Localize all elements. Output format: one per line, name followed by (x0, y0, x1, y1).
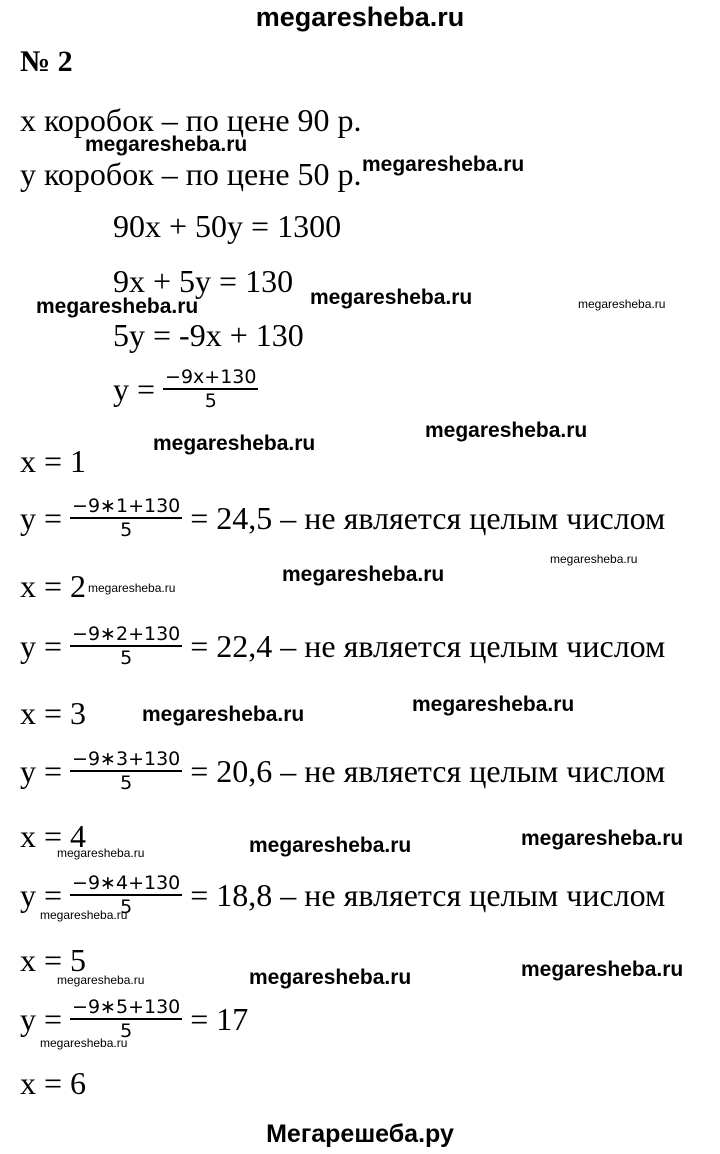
equation-4-lhs: y = (113, 370, 156, 407)
case-4-x: x = 4 (20, 818, 87, 854)
watermark: megaresheba.ru (40, 1036, 128, 1050)
case-2-result: = 22,4 – не является целым числом (190, 627, 666, 664)
watermark: megaresheba.ru (40, 908, 128, 922)
watermark: megaresheba.ru (282, 563, 445, 586)
case-3-fraction (70, 748, 182, 794)
case-2-equation (20, 623, 665, 669)
fraction-numerator: −9x+130 (165, 366, 257, 388)
fraction-numerator: −9∗4+130 (72, 872, 181, 894)
watermark: megaresheba.ru (57, 846, 145, 860)
fraction-denominator: 5 (120, 772, 133, 794)
fraction-denominator: 5 (120, 1020, 133, 1042)
equation-4-fraction (163, 366, 258, 412)
case-1-lhs: y = (20, 499, 63, 536)
fraction-denominator: 5 (120, 647, 133, 669)
fraction-denominator: 5 (120, 519, 133, 541)
watermark: megaresheba.ru (36, 295, 199, 318)
fraction-numerator: −9∗1+130 (72, 495, 181, 517)
definition-x: x коробок – по цене 90 р. (20, 102, 362, 138)
fraction-denominator: 5 (120, 896, 133, 918)
equation-1: 90x + 50y = 1300 (113, 208, 342, 244)
watermark: megaresheba.ru (412, 693, 575, 716)
case-3-x: x = 3 (20, 695, 87, 731)
case-2-x: x = 2 (20, 568, 87, 604)
fraction-numerator: −9∗5+130 (72, 996, 181, 1018)
equation-2: 9x + 5y = 130 (113, 263, 294, 299)
case-1-result: = 24,5 – не является целым числом (190, 499, 666, 536)
watermark: megaresheba.ru (142, 703, 305, 726)
fraction-numerator: −9∗3+130 (72, 748, 181, 770)
watermark: megaresheba.ru (521, 827, 684, 850)
watermark: megaresheba.ru (85, 133, 248, 156)
case-1-equation (20, 495, 665, 541)
case-3-equation (20, 748, 665, 794)
case-5-lhs: y = (20, 1000, 63, 1037)
watermark: megaresheba.ru (249, 834, 412, 857)
case-1-x: x = 1 (20, 443, 87, 479)
case-5-x: x = 5 (20, 942, 87, 978)
case-3-lhs: y = (20, 752, 63, 789)
site-header: megaresheba.ru (255, 2, 465, 32)
fraction-denominator: 5 (204, 390, 217, 412)
watermark: megaresheba.ru (153, 432, 316, 455)
watermark: megaresheba.ru (578, 297, 666, 311)
case-4-result: = 18,8 – не является целым числом (190, 876, 666, 913)
case-5-result: = 17 (190, 1000, 249, 1037)
watermark: megaresheba.ru (88, 581, 176, 595)
watermark: megaresheba.ru (310, 286, 473, 309)
case-2-fraction (70, 623, 182, 669)
watermark: megaresheba.ru (362, 153, 525, 176)
watermark: megaresheba.ru (57, 973, 145, 987)
equation-4 (113, 366, 266, 412)
watermark: megaresheba.ru (521, 958, 684, 981)
watermark: megaresheba.ru (425, 419, 588, 442)
case-1-fraction (70, 495, 182, 541)
case-2-lhs: y = (20, 627, 63, 664)
task-number: № 2 (20, 45, 73, 78)
definition-y: y коробок – по цене 50 р. (20, 156, 362, 192)
watermark: megaresheba.ru (249, 966, 412, 989)
last-x: x = 6 (20, 1065, 87, 1101)
watermark: megaresheba.ru (550, 552, 638, 566)
equation-3: 5y = -9x + 130 (113, 317, 304, 353)
case-3-result: = 20,6 – не является целым числом (190, 752, 666, 789)
site-footer: Мегарешеба.ру (266, 1120, 454, 1148)
case-4-lhs: y = (20, 876, 63, 913)
fraction-numerator: −9∗2+130 (72, 623, 181, 645)
